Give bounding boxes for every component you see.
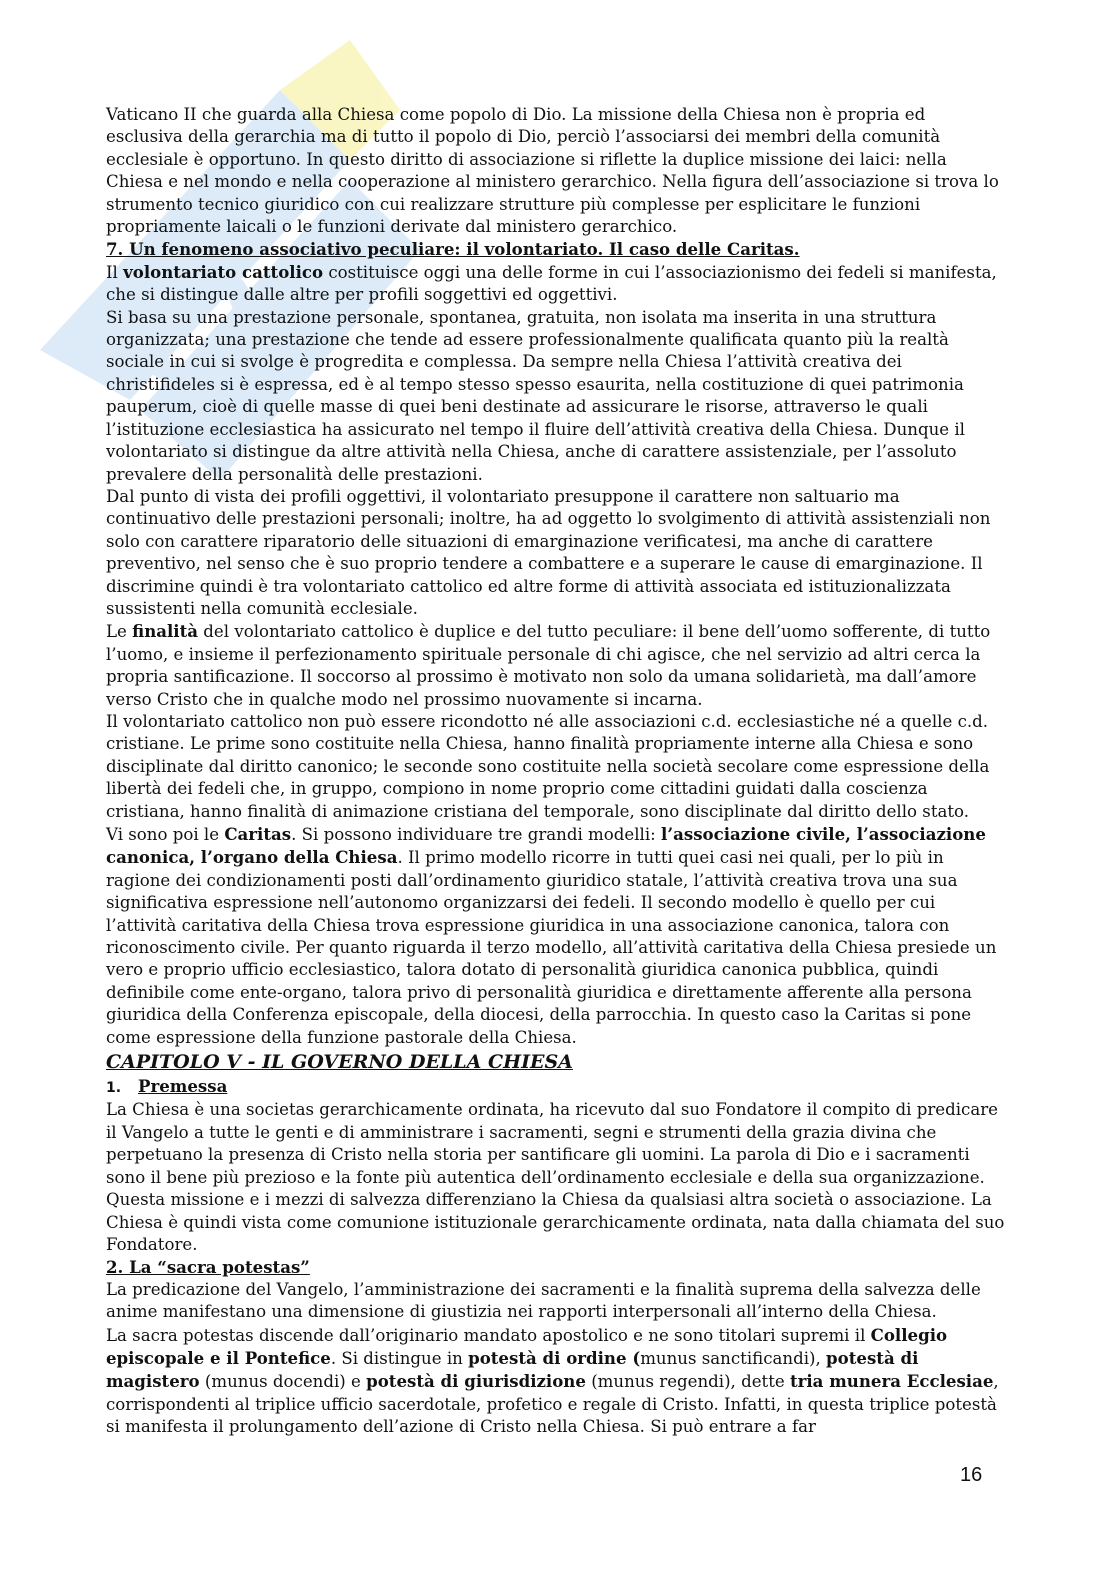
section-heading-1 [106, 1075, 1006, 1099]
paragraph: Dal punto di vista dei profili oggettivi, il volontariato presuppone il carattere non saltuario ma continuativo delle prestazioni personali; inoltre, ha ad oggetto lo svolgimento di attività assistenziali non solo con carattere riparatorio delle situazioni di emarginazione verificatesi, ma anche di carattere preventivo, nel senso che è suo proprio tendere a combattere e a superare le cause di emarginazione. Il discrimine quindi è tra volontariato cattolico ed altre forme di attività associata ed istituzionalizzata sussistenti nella comunità ecclesiale. [106, 486, 991, 618]
chapter-title: CAPITOLO V - IL GOVERNO DELLA CHIESA [106, 1051, 573, 1074]
paragraph [106, 823, 1006, 1049]
text-run: . Si possono individuare tre grandi modelli: [291, 825, 662, 844]
text-run: munus sanctificandi), [640, 1348, 827, 1368]
section-number: 1. [106, 1080, 122, 1097]
paragraph [106, 261, 1006, 307]
text-run: . Il primo modello ricorre in tutti quei casi nei quali, per lo più in ragione dei condizionamenti posti dall’ordinamento giuridico statale, l’attività creativa trova una sua significativa espressione nell’autonomo organizzarsi dei fedeli. Il secondo modello è quello per cui l’attività caritativa della Chiesa trova espressione giuridica in una associazione canonica, talora con riconoscimento civile. Per quanto riguarda il terzo modello, all’attività caritativa della Chiesa presiede un vero e proprio ufficio ecclesiastico, talora dotato di personalità giuridica canonica pubblica, quindi definibile come ente-organo, talora privo di personalità giuridica e direttamente afferente alla persona giuridica della Conferenza episcopale, della diocesi, della parrocchia. In questo caso la Caritas si pone come espressione della funzione pastorale della Chiesa. [106, 848, 997, 1047]
bold-term: Caritas [224, 824, 292, 844]
bold-term: Collegio episcopale e il Pontefice [106, 1324, 948, 1368]
paragraph: Si basa su una prestazione personale, spontanea, gratuita, non isolata ma inserita in una struttura organizzata; una prestazione che tende ad essere professionalmente qualificata quanto più la realtà sociale in cui si svolge è progredita e complessa. Da sempre nella Chiesa l’attività creativa dei christifideles si è espressa, ed è al tempo stesso spesso esaurita, nella costituzione di quei patrimonia pauperum, cioè di quelle masse di quei beni destinate ad assicurare le risorse, attraverso le quali l’istituzione ecclesiastica ha assicurato nel tempo il fluire dell’attività creativa della Chiesa. Dunque il volontariato si distingue da altre attività nella Chiesa, anche di carattere assistenziale, per l’assoluto prevalere della personalità delle prestazioni. [106, 307, 965, 484]
paragraph: La predicazione del Vangelo, l’amministrazione dei sacramenti e la finalità suprema della salvezza delle anime manifestano una dimensione di giustizia nei rapporti interpersonali all’interno della Chiesa. [106, 1279, 981, 1322]
section-heading-7: 7. Un fenomeno associativo peculiare: il volontariato. Il caso delle Caritas. [106, 239, 800, 260]
section-heading-2: 2. La “sacra potestas” [106, 1257, 310, 1278]
bold-term: finalità [132, 621, 199, 642]
text-run: Vi sono poi le [106, 825, 225, 844]
paragraph: Vaticano II che guarda alla Chiesa come popolo di Dio. La missione della Chiesa non è propria ed esclusiva della gerarchia ma di tutto il popolo di Dio, perciò l’associarsi dei membri della comunità ecclesiale è opportuno. In questo diritto di associazione si riflette la duplice missione dei laici: nella Chiesa e nel mondo e nella cooperazione al ministero gerarchico. Nella figura dell’associazione si trova lo strumento tecnico giuridico con cui realizzare strutture più complesse per esplicitare le funzioni propriamente laicali o le funzioni derivate dal ministero gerarchico. [106, 105, 999, 237]
paragraph: La Chiesa è una societas gerarchicamente ordinata, ha ricevuto dal suo Fondatore il compito di predicare il Vangelo a tutte le genti e di amministrare i sacramenti, segni e strumenti della grazia divina che perpetuano la presenza di Cristo nella storia per santificare gli uomini. La parola di Dio e i sacramenti sono il bene più prezioso e la fonte più autentica dell’ordinamento ecclesiale e della sua organizzazione. Questa missione e i mezzi di salvezza differenziano la Chiesa da qualsiasi altra società o associazione. La Chiesa è quindi vista come comunione istituzionale gerarchicamente ordinata, nata dalla chiamata del suo Fondatore. [106, 1100, 1005, 1254]
text-run: Le [106, 622, 133, 642]
text-run: La sacra potestas discende dall’originario mandato apostolico e ne sono titolari supremi il [106, 1325, 871, 1345]
document-page [106, 104, 1006, 1439]
paragraph [106, 620, 1006, 711]
bold-term: potestà di ordine ( [468, 1347, 641, 1368]
paragraph: Il volontariato cattolico non può essere ricondotto né alle associazioni c.d. ecclesiastiche né a quelle c.d. cristiane. Le prime sono costituite nella Chiesa, hanno finalità propriamente interne alla Chiesa e sono disciplinate dal diritto canonico; le seconde sono costituite nella società secolare come espressione della libertà dei fedeli che, in gruppo, compiono in nome proprio come cittadini guidati dalla coscienza cristiana, hanno finalità di animazione cristiana del temporale, sono disciplinate dal diritto dello stato. [106, 711, 990, 821]
bold-term: volontariato cattolico [123, 261, 324, 282]
text-run: (munus regendi), dette [585, 1372, 790, 1392]
bold-term: tria munera Ecclesiae [789, 1371, 994, 1392]
bold-term: potestà di magistero [106, 1347, 919, 1392]
bold-term: l’associazione civile, l’associazione canonica, l’organo della Chiesa [106, 824, 986, 868]
text-run: del volontariato cattolico è duplice e del tutto peculiare: il bene dell’uomo sofferente, di tutto l’uomo, e insieme il perfezionamento spirituale personale di chi agisce, che nel servizio ad altri cerca la propria santificazione. Il soccorso al prossimo è motivato non solo da umana solidarietà, ma dall’amore verso Cristo che in qualche modo nel prossimo nuovamente si incarna. [106, 622, 991, 709]
text-run: . Si distingue in [330, 1348, 469, 1368]
text-run: costituisce oggi una delle forme in cui l’associazionismo dei fedeli si manifesta, che si distingue dalle altre per profili soggettivi ed oggettivi. [106, 262, 997, 305]
bold-term: potestà di giurisdizione [366, 1371, 586, 1392]
text-run: , corrispondenti al triplice ufficio sacerdotale, profetico e regale di Cristo. Infatti, in questa triplice potestà si manifesta il prolungamento dell’azione di Cristo nella Chiesa. Si può entrare a far [106, 1372, 999, 1437]
text-run: (munus docendi) e [199, 1372, 367, 1392]
page-number: 16 [960, 1464, 983, 1486]
paragraph [106, 1324, 1006, 1439]
text-run: Il [106, 262, 124, 282]
section-title: Premessa [138, 1076, 228, 1097]
